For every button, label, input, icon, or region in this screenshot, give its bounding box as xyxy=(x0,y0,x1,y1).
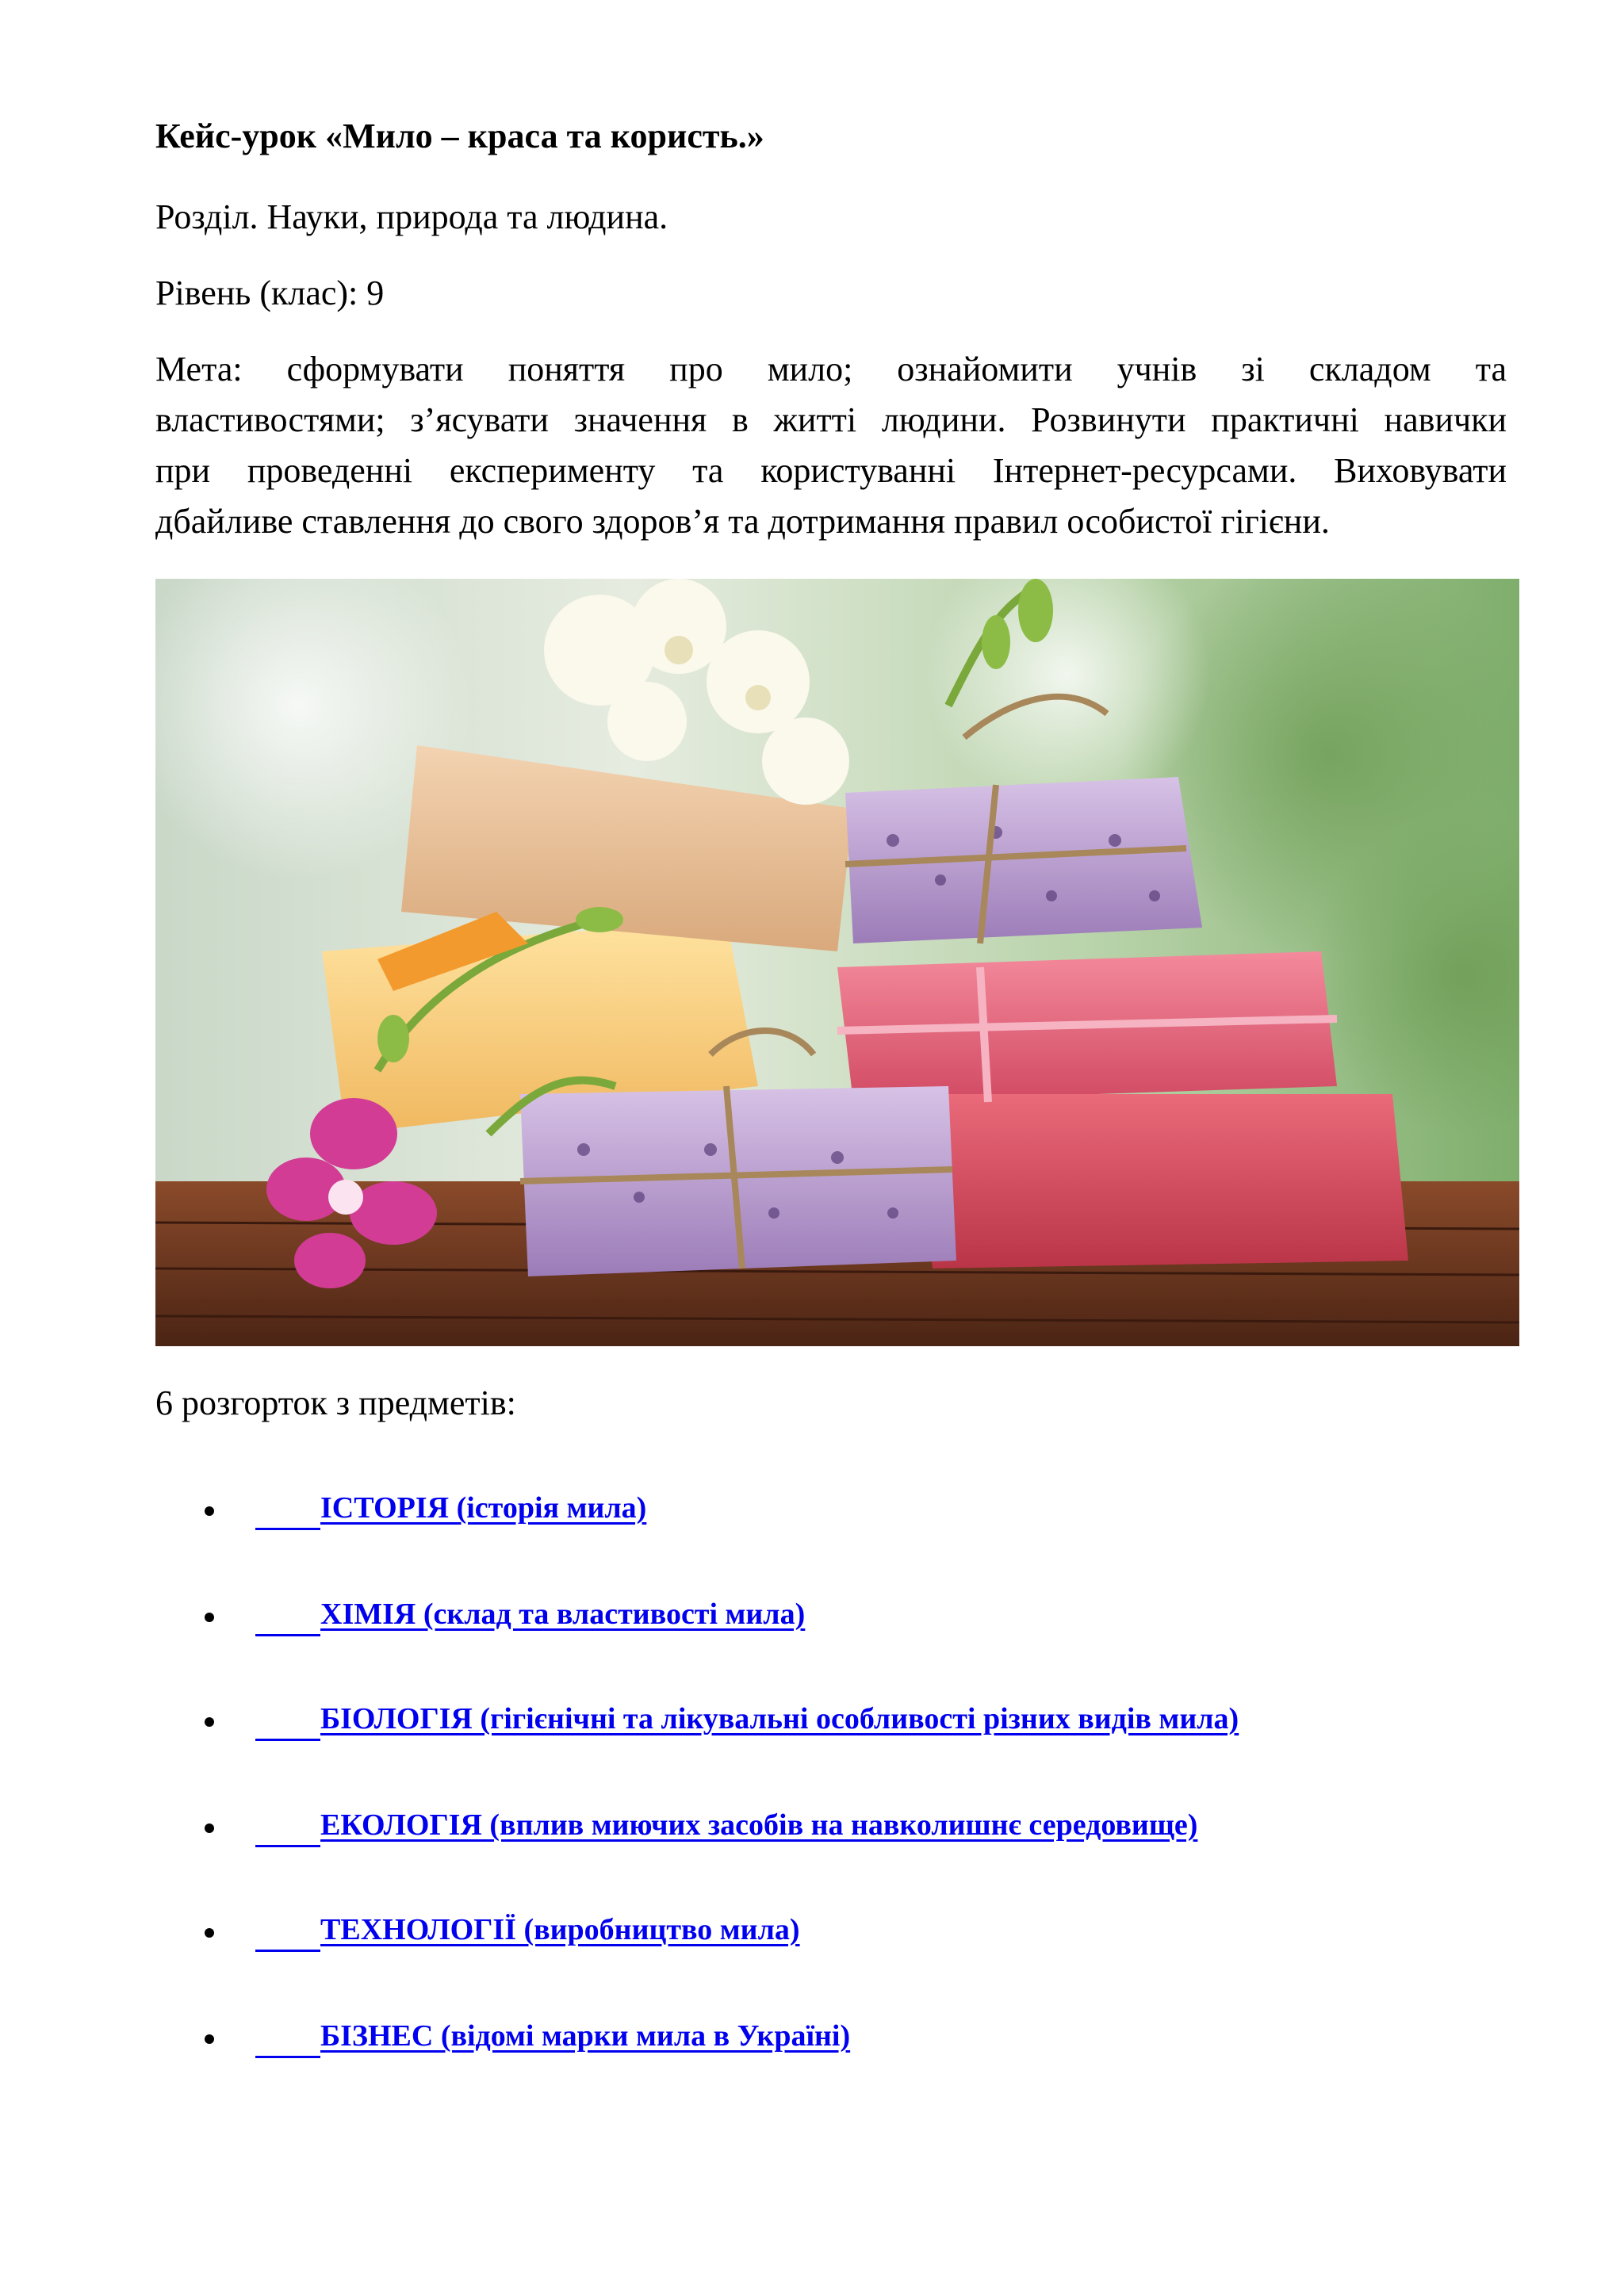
goal-line: дбайливе ставлення до свого здоров’я та дотримання правил особистої гігієни. xyxy=(155,502,1330,541)
goal-paragraph xyxy=(155,344,1507,547)
bullet-icon xyxy=(205,1928,214,1938)
goal-line: властивостями; з’ясувати значення в житті людини. Розвинути практичні навички xyxy=(155,400,1507,439)
section-line: Розділ. Науки, природа та людина. xyxy=(155,197,668,236)
link-history[interactable]: ІСТОРІЯ (історія мила) xyxy=(255,1490,646,1525)
goal-line: Мета: сформувати поняття про мило; ознайомити учнів зі складом та xyxy=(155,350,1507,388)
bullet-icon xyxy=(205,1823,214,1833)
bullet-icon xyxy=(205,1613,214,1622)
lesson-title: Кейс-урок «Мило – краса та користь.» xyxy=(155,117,764,155)
level-line: Рівень (клас): 9 xyxy=(155,274,385,312)
link-ecology[interactable]: ЕКОЛОГІЯ (вплив миючих засобів на навколишнє середовище) xyxy=(255,1808,1197,1843)
link-biology[interactable]: БІОЛОГІЯ (гігієнічні та лікувальні особливості різних видів мила) xyxy=(255,1701,1239,1736)
link-chemistry[interactable]: ХІМІЯ (склад та властивості мила) xyxy=(255,1597,805,1632)
bullet-icon xyxy=(205,1506,214,1516)
goal-line: при проведенні експерименту та користуванні Інтернет-ресурсами. Виховувати xyxy=(155,451,1507,490)
subjects-heading: 6 розгорток з предметів: xyxy=(155,1383,516,1422)
link-technology[interactable]: ТЕХНОЛОГІЇ (виробництво мила) xyxy=(255,1912,800,1947)
link-business[interactable]: БІЗНЕС (відомі марки мила в Україні) xyxy=(255,2019,850,2053)
soap-photo xyxy=(155,579,1519,1346)
bullet-icon xyxy=(205,1717,214,1727)
bullet-icon xyxy=(205,2034,214,2044)
